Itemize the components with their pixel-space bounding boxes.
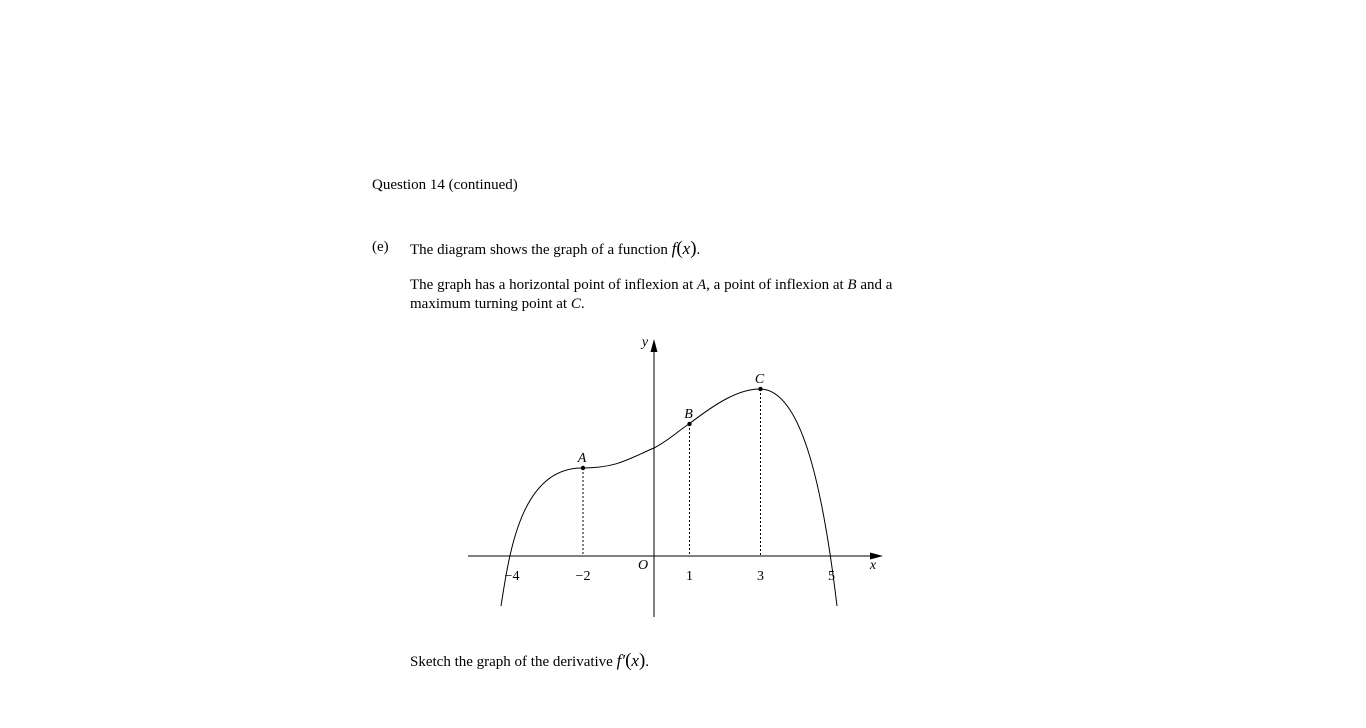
derivative-variable: x [631,651,639,670]
function-curve [501,389,837,606]
x-tick-label: −2 [575,569,591,584]
function-notation: f(x) [671,238,697,259]
x-tick-label: 3 [757,569,764,584]
description-point-c: C [570,296,581,312]
point-c-label: C [754,372,765,387]
intro-text: The diagram shows the graph of a function [410,242,668,258]
x-tick-label: −4 [504,569,520,584]
point-c-dot [758,387,762,391]
y-axis-label: y [641,335,649,350]
x-axis-label: x [869,558,877,573]
description-text-4: . [580,296,585,312]
derivative-notation: f′(x) [616,650,646,671]
task-paragraph: Sketch the graph of the derivative f′(x). [410,650,650,671]
description-point-b: B [847,277,857,293]
point-b-label: B [684,407,693,422]
x-tick-label: 5 [828,569,835,584]
question-heading: Question 14 (continued) [372,177,518,193]
description-text-1: The graph has a horizontal point of inflexion at [410,277,697,293]
description-text-2: , a point of inflexion at [706,277,848,293]
x-tick-label: 1 [686,569,693,584]
description-text-3: and a maximum turning point at [410,277,893,312]
point-a-dot [581,466,585,470]
point-b-dot [687,422,691,426]
y-axis-arrowhead [651,339,658,352]
intro-paragraph: The diagram shows the graph of a function f(x). [410,238,701,259]
origin-label: O [637,558,649,573]
point-a-label: A [577,451,587,466]
task-text: Sketch the graph of the derivative [410,654,613,670]
part-label: (e) [372,239,389,255]
derivative-name: f′ [616,651,626,670]
function-name: f [671,239,677,258]
description-point-a: A [697,277,707,293]
function-variable: x [682,239,691,258]
